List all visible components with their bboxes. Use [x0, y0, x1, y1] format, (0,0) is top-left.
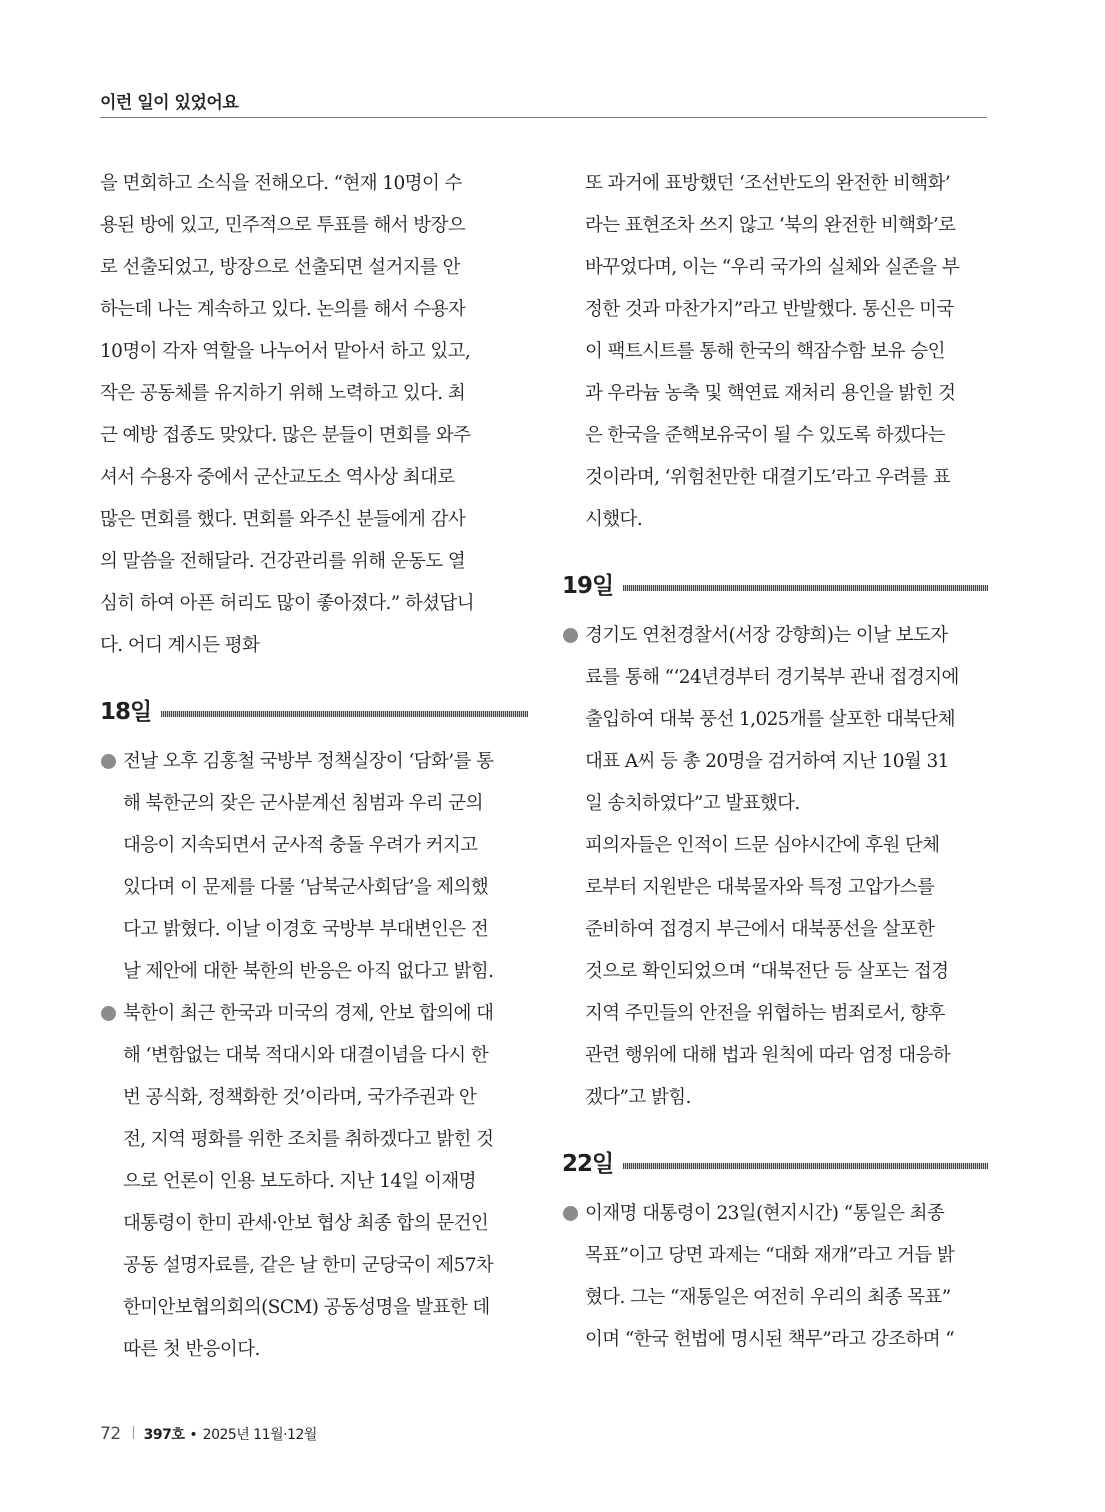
- text-line: 전날 오후 김홍철 국방부 정책실장이 ‘담화’를 통: [123, 751, 494, 772]
- dotted-rule: [623, 585, 988, 591]
- text-line: 다. 어디 계시든 평화: [100, 635, 260, 656]
- text-line: 출입하여 대북 풍선 1,025개를 살포한 대북단체: [585, 709, 955, 730]
- text-line: 전, 지역 평화를 위한 조치를 취하겠다고 밝힌 것: [123, 1129, 494, 1150]
- issue-date: 2025년 11월·12월: [202, 1427, 317, 1443]
- section-title: 이런 일이 있었어요: [100, 93, 239, 113]
- page-number: 72: [100, 1424, 121, 1444]
- text-line: 많은 면회를 했다. 면회를 와주신 분들에게 감사: [100, 509, 466, 530]
- text-line: 피의자들은 인적이 드문 심야시간에 후원 단체: [585, 835, 940, 856]
- text-line: 관련 행위에 대해 법과 원칙에 따라 엄정 대응하: [585, 1045, 951, 1066]
- text-line: 있다며 이 문제를 다룰 ‘남북군사회담’을 제의했: [123, 877, 489, 898]
- text-line: 용된 방에 있고, 민주적으로 투표를 해서 방장으: [100, 215, 466, 236]
- text-line: 목표”이고 당면 과제는 “대화 재개”라고 거듭 밝: [585, 1245, 955, 1266]
- text-line: 일 송치하였다”고 발표했다.: [585, 793, 800, 814]
- text-line: 것으로 확인되었으며 “대북전단 등 살포는 접경: [585, 961, 949, 982]
- text-line: 북한이 최근 한국과 미국의 경제, 안보 합의에 대: [123, 1003, 494, 1024]
- text-line: 겠다”고 밝힘.: [585, 1087, 691, 1108]
- news-item: [100, 741, 528, 993]
- text-line: 번 공식화, 정책화한 것’이라며, 국가주권과 안: [123, 1087, 477, 1108]
- text-line: 대통령이 한미 관세·안보 협상 최종 합의 문건인: [123, 1213, 489, 1234]
- header-divider: [100, 117, 987, 118]
- text-line: 또 과거에 표방했던 ‘조선반도의 완전한 비핵화’: [585, 173, 951, 194]
- day-label: 19일: [562, 573, 614, 599]
- text-line: 경기도 연천경찰서(서장 강향희)는 이날 보도자: [585, 625, 948, 646]
- text-line: 시했다.: [585, 509, 643, 530]
- text-line: 것이라며, ‘위험천만한 대결기도’라고 우려를 표: [585, 467, 951, 488]
- text-line: 다고 밝혔다. 이날 이경호 국방부 부대변인은 전: [123, 919, 489, 940]
- text-line: 셔서 수용자 중에서 군산교도소 역사상 최대로: [100, 467, 455, 488]
- text-line: 이재명 대통령이 23일(현지시간) “통일은 최종: [585, 1203, 945, 1224]
- bullet-icon: [101, 754, 116, 769]
- text-line: 료를 통해 “‘24년경부터 경기북부 관내 접경지에: [585, 667, 959, 688]
- dotted-rule: [161, 711, 528, 717]
- text-line: 정한 것과 마찬가지”라고 반발했다. 통신은 미국: [585, 299, 954, 320]
- text-line: 10명이 각자 역할을 나누어서 맡아서 하고 있고,: [100, 341, 471, 362]
- day-heading-19: [562, 565, 988, 607]
- left-column: [100, 163, 528, 1371]
- text-line: 혔다. 그는 “재통일은 여전히 우리의 최종 목표”: [585, 1287, 951, 1308]
- text-line: 준비하여 접경지 부근에서 대북풍선을 살포한: [585, 919, 935, 940]
- news-item: [562, 615, 988, 825]
- news-item: [100, 993, 528, 1371]
- text-line: 의 말씀을 전해달라. 건강관리를 위해 운동도 열: [100, 551, 466, 572]
- text-line: 로부터 지원받은 대북물자와 특정 고압가스를: [585, 877, 935, 898]
- bullet-icon: [563, 628, 578, 643]
- text-line: 로 선출되었고, 방장으로 선출되면 설거지를 안: [100, 257, 460, 278]
- text-line: 작은 공동체를 유지하기 위해 노력하고 있다. 최: [100, 383, 466, 404]
- right-column: [562, 163, 988, 1361]
- day-heading-22: [562, 1143, 988, 1185]
- text-line: 라는 표현조차 쓰지 않고 ‘북의 완전한 비핵화’로: [585, 215, 956, 236]
- text-line: 지역 주민들의 안전을 위협하는 범죄로서, 향후: [585, 1003, 945, 1024]
- text-line: 날 제안에 대한 북한의 반응은 아직 없다고 밝힘.: [123, 961, 494, 982]
- text-line: 해 북한군의 잦은 군사분계선 침범과 우리 군의: [123, 793, 483, 814]
- text-line: 따른 첫 반응이다.: [123, 1339, 260, 1360]
- text-line: 한미안보협의회의(SCM) 공동성명을 발표한 데: [123, 1297, 490, 1318]
- text-line: 하는데 나는 계속하고 있다. 논의를 해서 수용자: [100, 299, 466, 320]
- continuation-paragraph: [562, 825, 988, 1119]
- issue-number: 397호: [143, 1427, 185, 1443]
- intro-paragraph-left: [100, 163, 528, 667]
- text-line: 해 ‘변함없는 대북 적대시와 대결이념을 다시 한: [123, 1045, 489, 1066]
- text-line: 대응이 지속되면서 군사적 충돌 우려가 커지고: [123, 835, 478, 856]
- bullet-icon: [563, 1206, 578, 1221]
- text-line: 이 팩트시트를 통해 한국의 핵잠수함 보유 승인: [585, 341, 945, 362]
- text-line: 은 한국을 준핵보유국이 될 수 있도록 하겠다는: [585, 425, 945, 446]
- text-line: 공동 설명자료를, 같은 날 한미 군당국이 제57차: [123, 1255, 494, 1276]
- text-line: 이며 “한국 헌법에 명시된 책무”라고 강조하며 “: [585, 1329, 955, 1350]
- day-heading-18: [100, 691, 528, 733]
- text-line: 으로 언론이 인용 보도하다. 지난 14일 이재명: [123, 1171, 476, 1192]
- day-label: 18일: [100, 699, 152, 725]
- bullet-separator-icon: •: [189, 1427, 198, 1443]
- text-line: 과 우라늄 농축 및 핵연료 재처리 용인을 밝힌 것: [585, 383, 956, 404]
- text-line: 심히 하여 아픈 허리도 많이 좋아졌다.” 하셨답니: [100, 593, 474, 614]
- text-line: 대표 A씨 등 총 20명을 검거하여 지난 10월 31: [585, 751, 949, 772]
- text-line: 바꾸었다며, 이는 “우리 국가의 실체와 실존을 부: [585, 257, 959, 278]
- page-footer: [100, 1424, 317, 1444]
- text-line: 근 예방 접종도 맞았다. 많은 분들이 면회를 와주: [100, 425, 471, 446]
- bullet-icon: [101, 1006, 116, 1021]
- news-item: [562, 1193, 988, 1361]
- footer-divider: [133, 1426, 134, 1439]
- day-label: 22일: [562, 1151, 614, 1177]
- dotted-rule: [623, 1163, 988, 1169]
- text-line: 을 면회하고 소식을 전해오다. “현재 10명이 수: [100, 173, 462, 194]
- intro-paragraph-right: [562, 163, 988, 541]
